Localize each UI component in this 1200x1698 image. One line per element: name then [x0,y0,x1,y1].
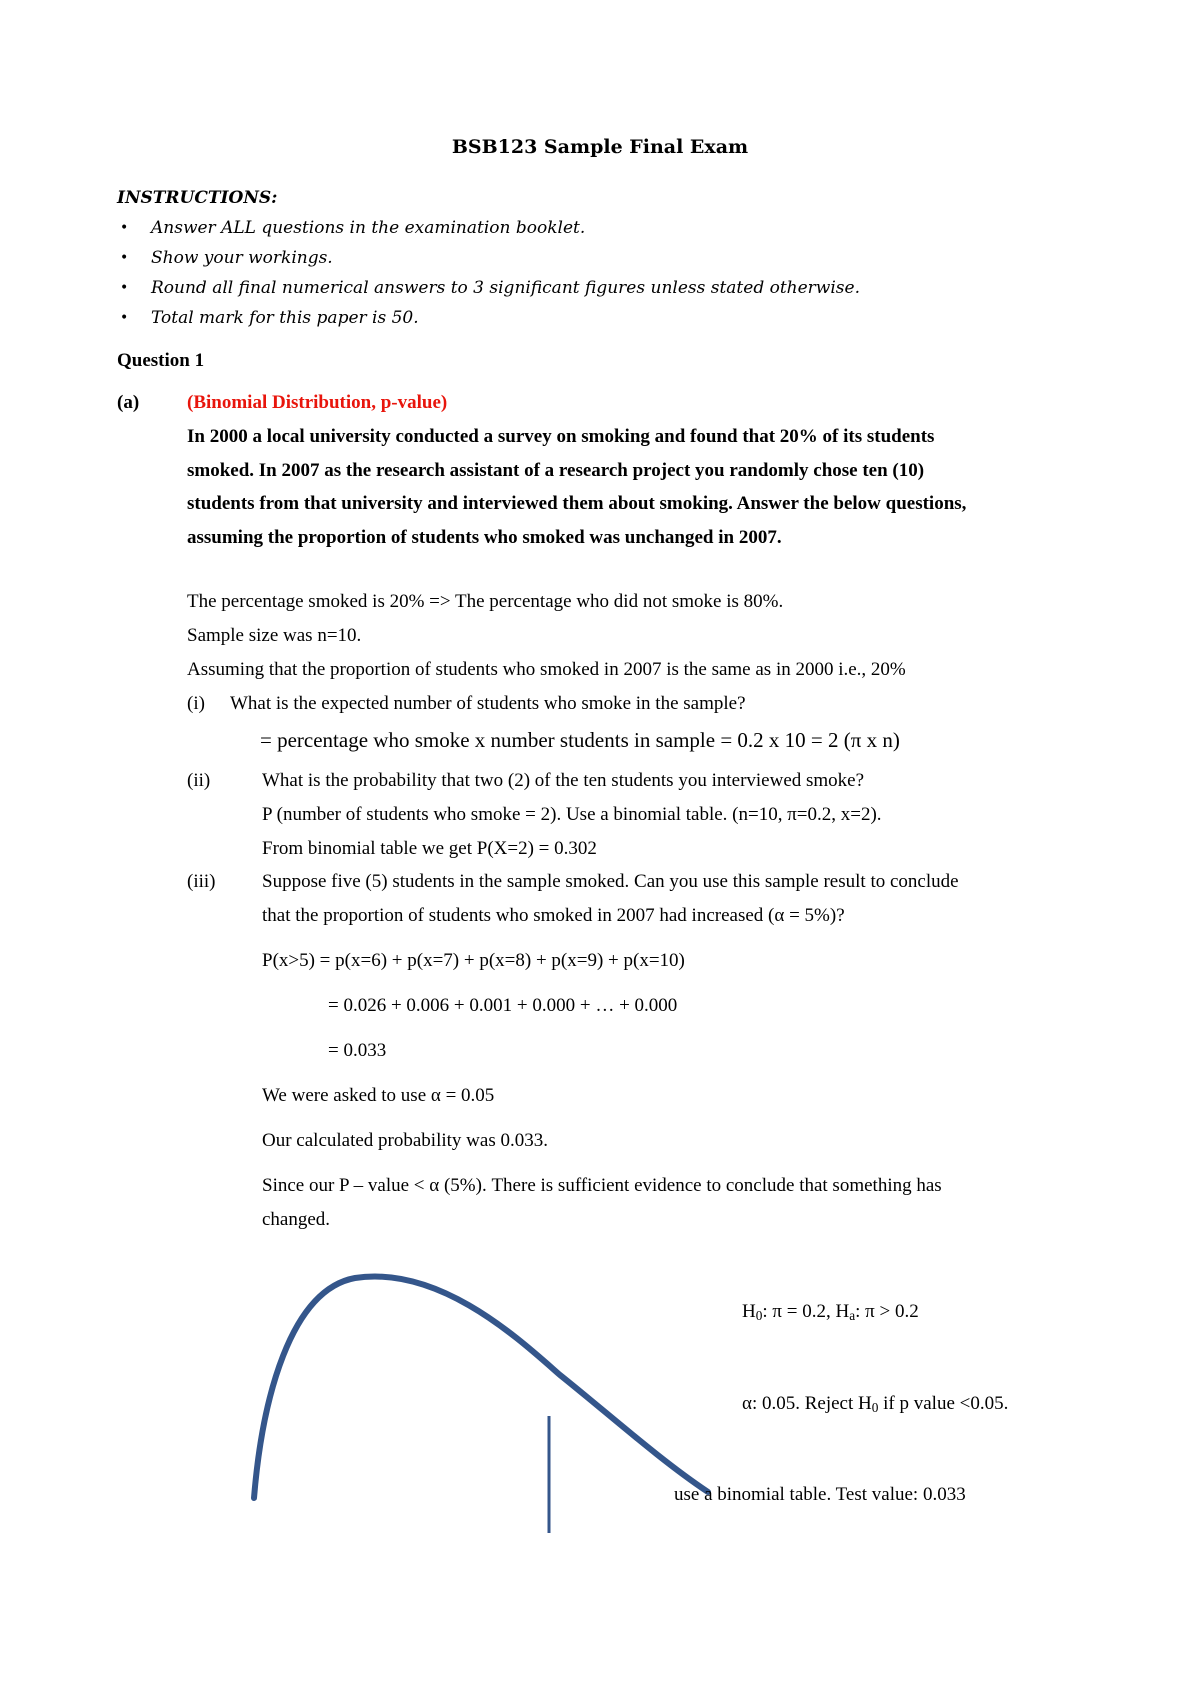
test-value-note: use a binomial table. Test value: 0.033 [674,1484,966,1505]
sub-question-iii: Suppose five (5) students in the sample smoked. Can you use this sample result to conclude [262,871,959,892]
prompt-line: In 2000 a local university conducted a survey on smoking and found that 20% of its students [187,426,935,447]
sub-label-i: (i) [187,693,205,714]
instruction-text: Total mark for this paper is 50. [151,308,419,328]
distribution-curve [254,1277,708,1498]
hyp-mid: : π = 0.2, H [762,1301,850,1322]
instruction-text: Show your workings. [151,248,333,268]
alpha-rule-text [742,1393,1008,1415]
note-line: Sample size was n=10. [187,625,362,646]
sub-label-iii: (iii) [187,871,216,892]
instructions-heading: INSTRUCTIONS: [117,188,278,208]
question-heading: Question 1 [117,350,205,371]
alpha-end: if p value <0.05. [878,1393,1009,1414]
calc-line: P(x>5) = p(x=6) + p(x=7) + p(x=8) + p(x=9) + p(x=10) [262,950,685,971]
bullet-icon: • [120,310,129,326]
note-line: Assuming that the proportion of students who smoked in 2007 is the same as in 2000 i.e., 20% [187,659,906,680]
answer-line: From binomial table we get P(X=2) = 0.302 [262,838,597,859]
hyp-sub-0: 0 [755,1308,763,1323]
calc-line: = 0.026 + 0.006 + 0.001 + 0.000 + … + 0.000 [328,995,678,1016]
hyp-h: H [742,1301,756,1322]
hypotheses-text [742,1301,919,1323]
answer-line: P (number of students who smoke = 2). Use a binomial table. (n=10, π=0.2, x=2). [262,804,882,825]
alpha-sub: 0 [871,1400,879,1415]
sub-question-i: What is the expected number of students who smoke in the sample? [230,693,746,714]
hyp-end: : π > 0.2 [855,1301,919,1322]
instruction-text: Answer ALL questions in the examination booklet. [151,218,586,238]
instruction-text: Round all final numerical answers to 3 significant figures unless stated otherwise. [151,278,860,298]
sub-question-iii: that the proportion of students who smoked in 2007 had increased (α = 5%)? [262,905,845,926]
sub-label-ii: (ii) [187,770,211,791]
part-topic: (Binomial Distribution, p-value) [187,392,448,413]
alpha-prefix: α: 0.05. Reject H [742,1393,872,1414]
conclusion-line: Since our P – value < α (5%). There is sufficient evidence to conclude that something has [262,1175,942,1196]
conclusion-line: Our calculated probability was 0.033. [262,1130,548,1151]
calc-line: = 0.033 [328,1040,387,1061]
prompt-line: smoked. In 2007 as the research assistant of a research project you randomly chose ten (10) [187,459,925,481]
conclusion-line: We were asked to use α = 0.05 [262,1085,495,1106]
page-title: BSB123 Sample Final Exam [451,136,749,158]
hyp-sub-a: a [849,1308,856,1323]
bullet-icon: • [120,250,129,266]
prompt-line: students from that university and interviewed them about smoking. Answer the below questions, [187,493,967,514]
expected-value-formula: = percentage who smoke x number students in sample = 0.2 x 10 = 2 (π x n) [260,728,900,752]
prompt-line: assuming the proportion of students who smoked was unchanged in 2007. [187,526,782,548]
sub-question-ii: What is the probability that two (2) of the ten students you interviewed smoke? [262,770,865,791]
part-label: (a) [117,392,140,413]
note-line: The percentage smoked is 20% => The percentage who did not smoke is 80%. [187,591,784,612]
bullet-icon: • [120,280,129,296]
conclusion-line: changed. [262,1209,331,1230]
bullet-icon: • [120,220,129,236]
